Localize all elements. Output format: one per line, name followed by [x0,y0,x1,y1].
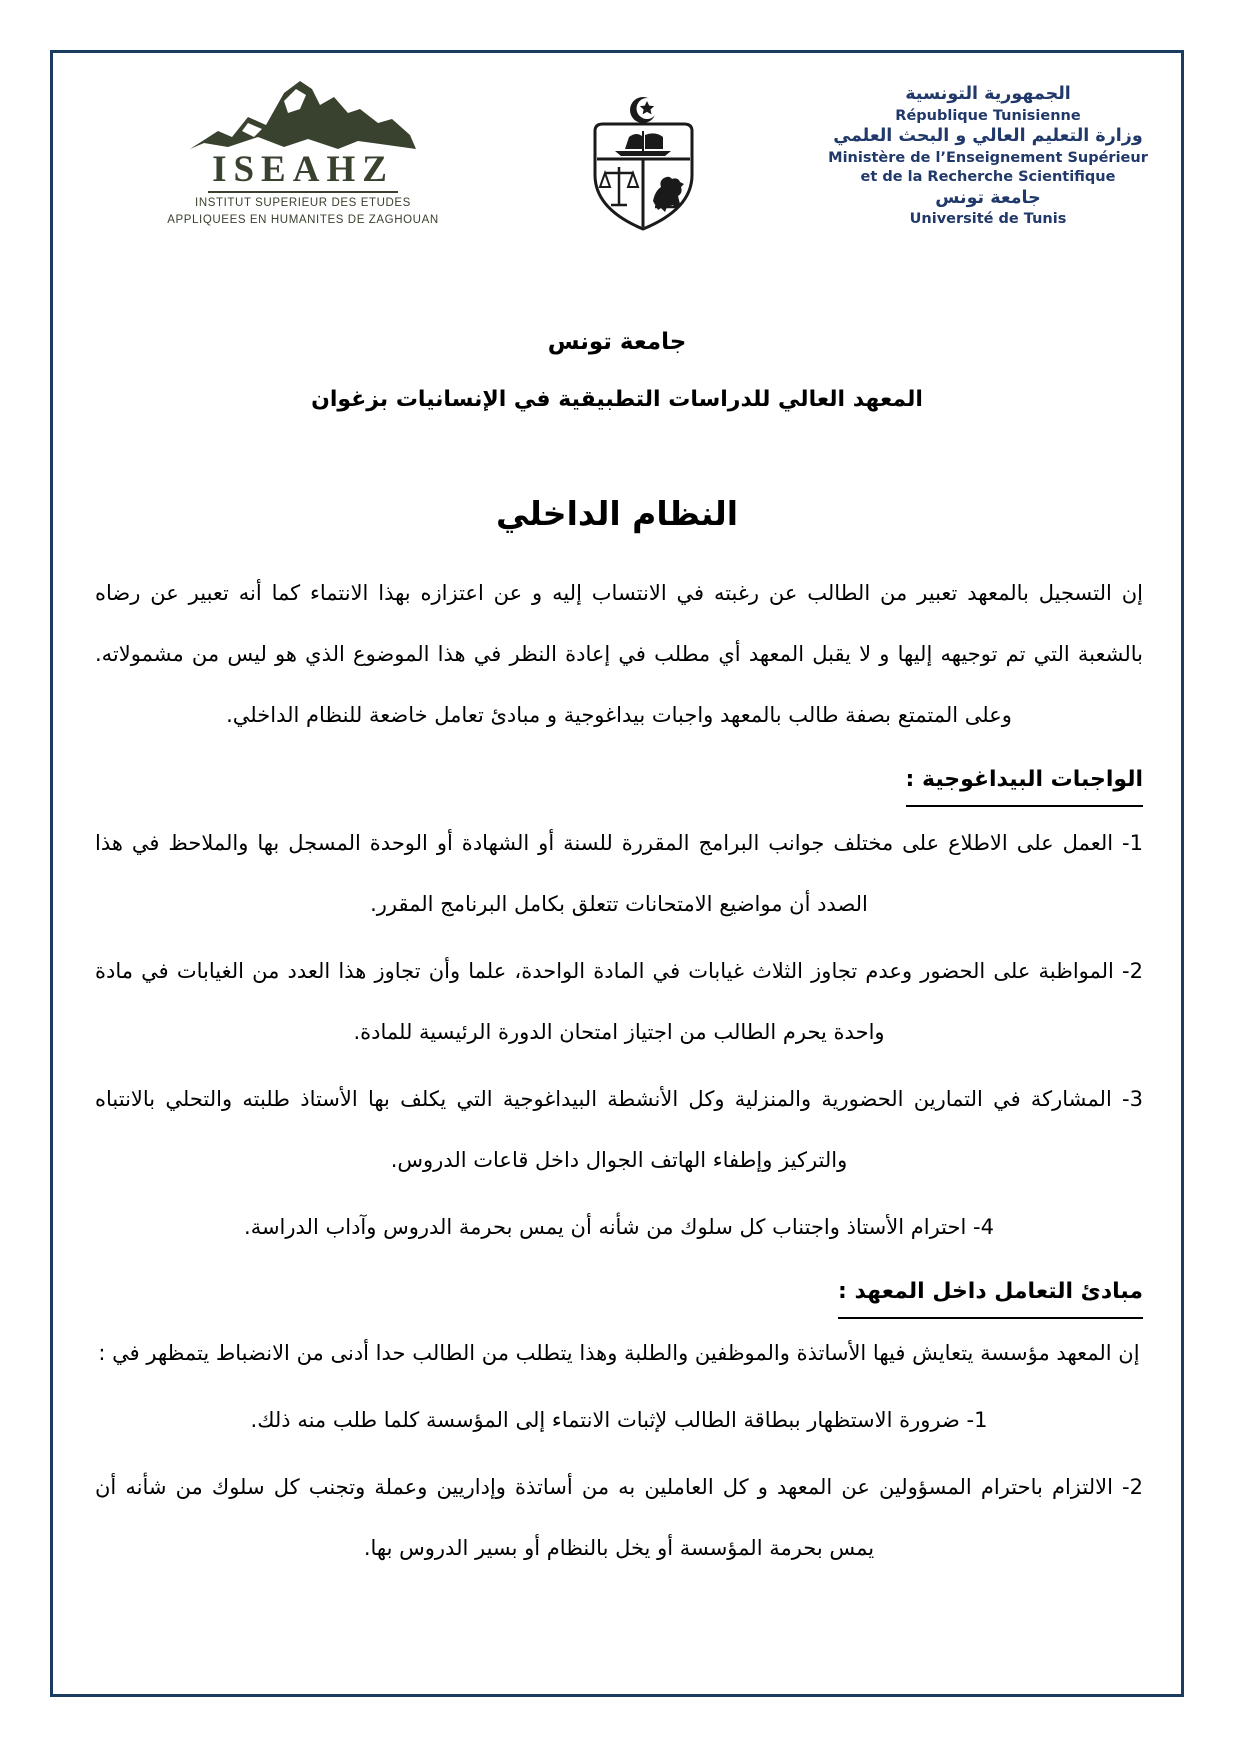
page-title: النظام الداخلي [495,494,739,533]
doc-institute: المعهد العالي للدراسات التطبيقية في الإنسانيات بزغوان [311,387,923,412]
list-item: 1- ضرورة الاستظهار ببطاقة الطالب لإثبات الانتماء إلى المؤسسة كلما طلب منه ذلك. [250,1408,988,1432]
letterhead [53,53,1181,237]
ministry-ar: وزارة التعليم العالي و البحث العلمي [833,126,1143,147]
logo-acronym: ISEAHZ [208,151,398,193]
section-heading-pedagogical-duties: الواجبات البيداغوجية : [95,760,1143,807]
list-item: 4- احترام الأستاذ واجتناب كل سلوك من شأنه أن يمس بحرمة الدروس وآداب الدراسة. [244,1215,994,1239]
ministry-block [823,83,1153,229]
logo-subline-1: INSTITUT SUPERIEUR DES ETUDES [195,197,411,209]
republic-ar: الجمهورية التونسية [905,84,1071,104]
republic-fr: République Tunisienne [895,107,1081,124]
list-item: 3- المشاركة في التمارين الحضورية والمنزلية وكل الأنشطة البيداغوجية التي يكلف بها الأستاذ طلبته والتحلي بالانتباه والتركيز وإطفاء الهاتف الجوال داخل قاعات الدروس. [95,1087,1143,1172]
intro-paragraph: إن التسجيل بالمعهد تعبير من الطالب عن رغبته في الانتساب إليه و عن اعتزازه بهذا الانتماء كما أنه تعبير عن رضاه بالشعبة التي تم توجيهه إليها و لا يقبل المعهد أي مطلب في إعادة النظر في هذا الموضوع الذي هو ليس من مشمولاته. وعلى المتمتع بصفة طالب بالمعهد واجبات بيداغوجية و مبادئ تعامل خاضعة للنظام الداخلي. [95,581,1143,727]
list-item: 2- الالتزام باحترام المسؤولين عن المعهد و كل العاملين به من أساتذة وإداريين وعملة وتجنب كل سلوك من شأنه أن يمس بحرمة المؤسسة أو يخل بالنظام أو بسير الدروس بها. [95,1475,1143,1560]
section2-intro: إن المعهد مؤسسة يتعايش فيها الأساتذة والموظفين والطلبة وهذا يتطلب من الطالب حدا أدنى من الانضباط يتمظهر في : [98,1341,1140,1365]
iseahz-logo [153,79,453,228]
mountain-logo-icon [153,79,453,151]
doc-university: جامعة تونس [547,329,687,355]
page-border-frame [50,50,1184,1697]
university-fr: Université de Tunis [909,211,1067,228]
ministry-fr-1: Ministère de l’Enseignement Supérieur [828,150,1148,167]
list-item: 2- المواظبة على الحضور وعدم تجاوز الثلاث غيابات في المادة الواحدة، علما وأن تجاوز هذا العدد من الغيابات في مادة واحدة يحرم الطالب من اجتياز امتحان الدورة الرئيسية للمادة. [95,959,1143,1044]
ministry-fr-2: et de la Recherche Scientifique [860,168,1116,185]
section-heading-conduct-principles: مبادئ التعامل داخل المعهد : [95,1272,1143,1319]
university-ar: جامعة تونس [935,187,1041,208]
logo-subline-2: APPLIQUEES EN HUMANITES DE ZAGHOUAN [167,214,439,227]
list-item: 1- العمل على الاطلاع على مختلف جوانب البرامج المقررة للسنة أو الشهادة أو الوحدة المسجل بها والملاحظ في هذا الصدد أن مواضيع الامتحانات تتعلق بكامل البرنامج المقرر. [95,831,1143,916]
document-body [53,533,1181,1579]
tunisia-coat-of-arms-icon [581,93,706,237]
